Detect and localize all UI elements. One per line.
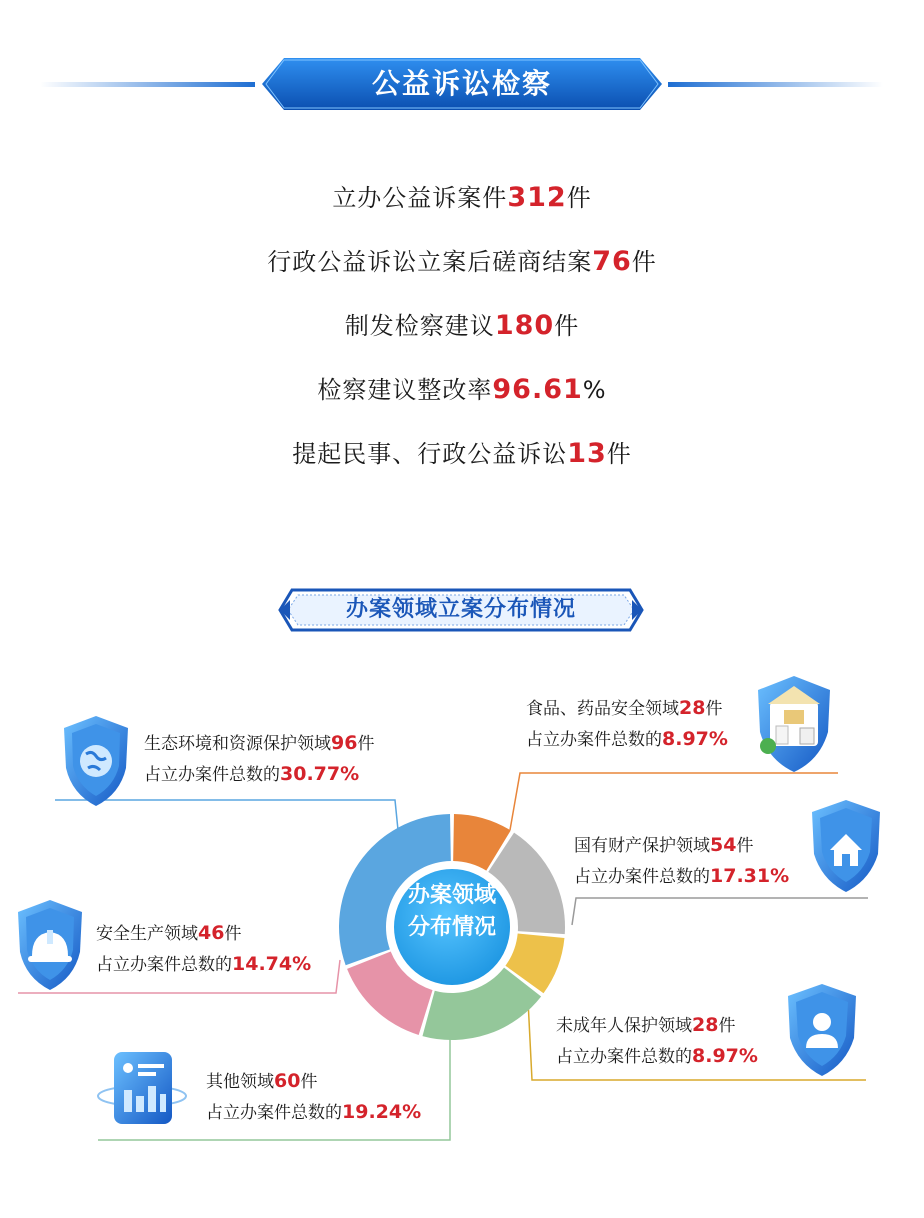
label-other-line-1: 其他领域60件: [206, 1070, 318, 1092]
label-property: [574, 830, 789, 892]
label-property-line-2: 占立办案件总数的17.31%: [574, 865, 790, 887]
stat-line-3: 制发检察建议180件: [344, 310, 580, 341]
section-title: 办案领域立案分布情况: [345, 597, 576, 622]
label-other-count: 60: [274, 1070, 301, 1092]
label-eco-line-1: 生态环境和资源保护领域96件: [144, 732, 375, 754]
person-shield-icon: [788, 984, 856, 1076]
label-food: [526, 693, 728, 755]
label-food-line-2: 占立办案件总数的8.97%: [526, 728, 728, 750]
label-safety-line-2: 占立办案件总数的14.74%: [96, 953, 312, 975]
label-eco-percent: 30.77%: [280, 763, 360, 785]
globe-shield-icon: [64, 716, 128, 806]
label-eco: [144, 728, 374, 790]
stat-line-2: 行政公益诉讼立案后磋商结案76件: [267, 246, 657, 277]
label-other-percent: 19.24%: [342, 1101, 422, 1123]
label-safety-percent: 14.74%: [232, 953, 312, 975]
label-safety-count: 46: [198, 922, 225, 944]
label-safety: [96, 918, 311, 980]
stat-line-4: 检察建议整改率96.61%: [317, 374, 607, 405]
label-property-percent: 17.31%: [710, 865, 790, 887]
stat-line-1: 立办公益诉案件312件: [332, 182, 592, 213]
label-other: [206, 1066, 421, 1128]
label-minor-line-2: 占立办案件总数的8.97%: [556, 1045, 758, 1067]
data-dashboard-icon: [98, 1052, 186, 1124]
label-minor-percent: 8.97%: [692, 1045, 758, 1067]
label-food-percent: 8.97%: [662, 728, 728, 750]
donut-center-label: [385, 880, 519, 944]
label-minor: [556, 1010, 758, 1072]
leader-line-property: [572, 898, 868, 925]
label-food-count: 28: [679, 697, 706, 719]
donut-center-line-1: 办案领域: [407, 883, 496, 908]
page-title: 公益诉讼检察: [371, 67, 552, 100]
label-food-line-1: 食品、药品安全领域28件: [526, 697, 723, 719]
label-property-line-1: 国有财产保护领域54件: [574, 834, 754, 856]
house-shield-icon: [812, 800, 880, 892]
label-eco-line-2: 占立办案件总数的30.77%: [144, 763, 360, 785]
food-safety-house-icon: [758, 676, 830, 772]
donut-center-line-2: 分布情况: [407, 915, 496, 940]
leader-line-eco: [55, 800, 398, 830]
stat-line-5: 提起民事、行政公益诉讼13件: [292, 438, 632, 469]
hardhat-shield-icon: [18, 900, 82, 990]
label-minor-count: 28: [692, 1014, 719, 1036]
label-eco-count: 96: [331, 732, 358, 754]
label-minor-line-1: 未成年人保护领域28件: [556, 1014, 736, 1036]
label-property-count: 54: [710, 834, 737, 856]
label-safety-line-1: 安全生产领域46件: [96, 922, 242, 944]
leader-line-food: [510, 773, 838, 830]
label-other-line-2: 占立办案件总数的19.24%: [206, 1101, 422, 1123]
